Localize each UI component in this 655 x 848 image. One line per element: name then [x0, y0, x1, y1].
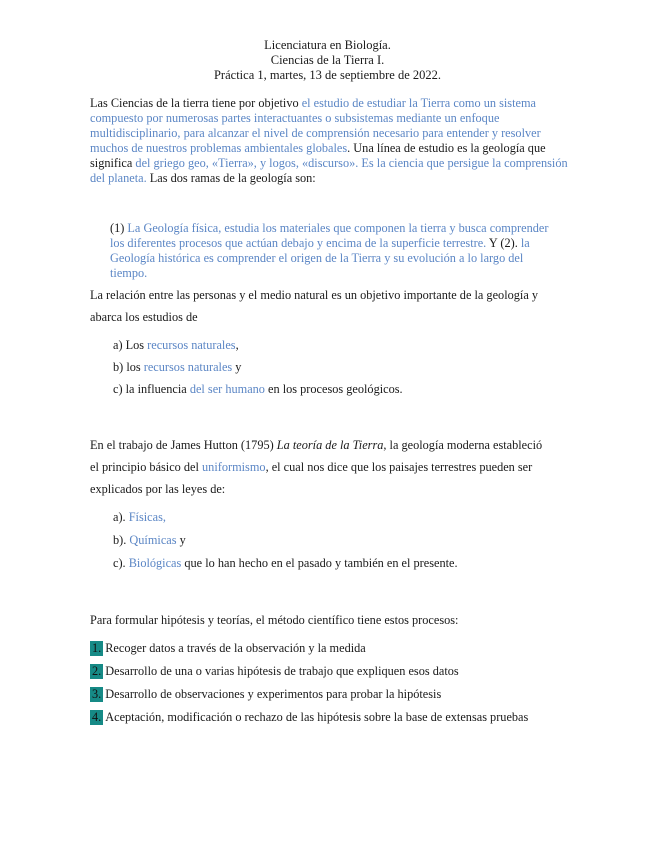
intro-text-c: . Una línea de estudio es la geología que significa: [90, 141, 546, 170]
intro-text-e: Las dos ramas de la geología son:: [146, 171, 316, 185]
relation-line-1: La relación entre las personas y el medio natural es un objetivo importante de la geología y: [90, 288, 539, 302]
relation-item-c: c) la influencia del ser humano en los procesos geológicos.: [113, 382, 403, 396]
method-step-1: 1. Recoger datos a través de la observación y la medida: [92, 641, 366, 655]
relation-item-b: b) los recursos naturales y: [113, 360, 242, 374]
document-header: [0, 38, 655, 83]
intro-highlight-etymology: del griego geo, «Tierra», y logos, «discurso». Es la ciencia que persigue la comprensión del planeta.: [90, 156, 568, 185]
intro-text-a: Las Ciencias de la tierra tiene por objetivo: [90, 96, 302, 110]
branches-text-c: Y (2).: [486, 236, 521, 250]
method-step-3: 3. Desarrollo de observaciones y experimentos para probar la hipótesis: [92, 687, 442, 701]
hutton-item-c: c). Biológicas que lo han hecho en el pasado y también en el presente.: [113, 556, 458, 570]
hutton-item-a: a). Físicas,: [113, 510, 166, 524]
relation-item-a: a) Los recursos naturales,: [113, 338, 239, 352]
method-step-2: 2. Desarrollo de una o varias hipótesis de trabajo que expliquen esos datos: [92, 664, 459, 678]
hutton-item-b: b). Químicas y: [113, 533, 186, 547]
intro-highlight-definition: el estudio de estudiar la Tierra como un sistema compuesto por numerosas partes interactuantes o subsistemas mediante un enfoque multidisciplinario, para alcanzar el nivel de comprensión necesario para entender y resolver muchos de nuestros problemas ambientales globales: [90, 96, 541, 155]
branch-physical-geology: La Geología física, estudia los materiales que componen la tierra y busca comprender los diferentes procesos que actúan debajo y encima de la superficie terrestre.: [110, 221, 549, 250]
branch-historical-geology: la Geología histórica es comprender el origen de la Tierra y su evolución a lo largo del tiempo.: [110, 236, 530, 280]
intro-paragraph: [90, 96, 580, 186]
book-title: La teoría de la Tierra: [276, 438, 384, 452]
header-line-2: Ciencias de la Tierra I.: [270, 53, 385, 67]
step-number: 4.: [92, 710, 102, 724]
step-number: 3.: [92, 687, 102, 701]
branches-paragraph: [110, 221, 560, 281]
relation-line-2: abarca los estudios de: [90, 310, 198, 324]
method-intro: Para formular hipótesis y teorías, el método científico tiene estos procesos:: [90, 613, 459, 627]
method-step-4: 4. Aceptación, modificación o rechazo de las hipótesis sobre la base de extensas pruebas: [92, 710, 529, 724]
header-line-3: Práctica 1, martes, 13 de septiembre de 2022.: [213, 68, 441, 82]
uniformism-term: uniformismo: [202, 460, 266, 474]
hutton-line-3: explicados por las leyes de:: [90, 482, 226, 496]
step-number: 2.: [92, 664, 102, 678]
hutton-line-1: En el trabajo de James Hutton (1795) La teoría de la Tierra, la geología moderna estableció: [90, 438, 543, 452]
step-number: 1.: [92, 641, 102, 655]
header-line-1: Licenciatura en Biología.: [264, 38, 391, 52]
hutton-line-2: el principio básico del uniformismo, el cual nos dice que los paisajes terrestres pueden ser: [90, 460, 533, 474]
branches-text-a: (1): [110, 221, 128, 235]
